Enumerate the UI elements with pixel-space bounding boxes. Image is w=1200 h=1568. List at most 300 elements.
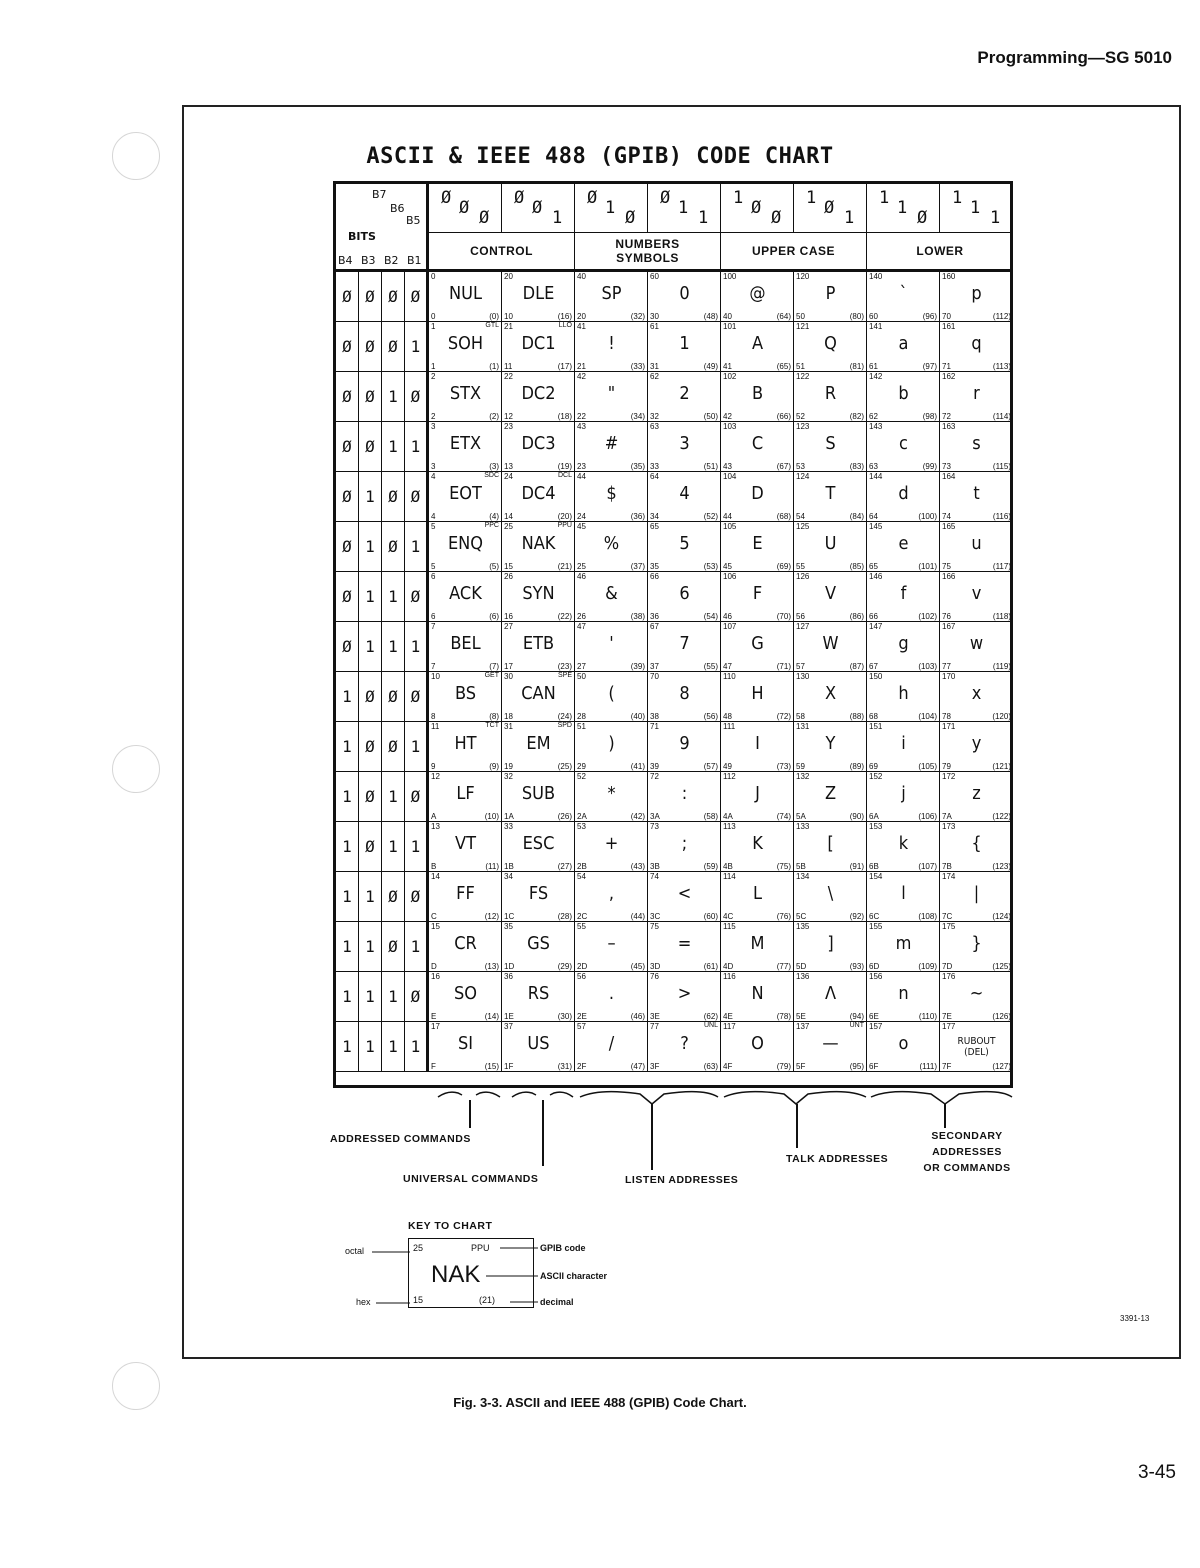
decimal-code: (58) [703, 812, 718, 821]
row-bit: Ø [382, 922, 405, 972]
hex-code: 43 [723, 462, 732, 471]
ascii-character: 5 [679, 533, 690, 554]
decimal-code: (21) [557, 562, 572, 571]
decimal-code: (55) [703, 662, 718, 671]
code-cell [940, 822, 1013, 872]
code-cell [794, 272, 867, 322]
column-group-label [867, 233, 1013, 272]
code-cell [721, 572, 794, 622]
ascii-character: ~ [969, 983, 984, 1004]
decimal-code: (64) [776, 312, 791, 321]
hex-code: 5F [796, 1062, 806, 1071]
code-cell [940, 472, 1013, 522]
octal-code: 17 [431, 1022, 440, 1031]
ascii-character: e [898, 533, 909, 554]
column-bit-b5: 1 [552, 208, 563, 228]
ascii-character: GS [527, 933, 550, 954]
row-bit: 1 [336, 922, 359, 972]
code-cell [794, 772, 867, 822]
bit-b5-label: B5 [406, 214, 421, 227]
row-bit: 1 [405, 622, 429, 672]
row-bit: 1 [405, 422, 429, 472]
gpib-code: SDC [484, 472, 499, 479]
row-bit: Ø [405, 372, 429, 422]
code-cell [867, 772, 940, 822]
ascii-character: I [755, 733, 760, 754]
decimal-code: (125) [992, 962, 1011, 971]
octal-code: 22 [504, 372, 513, 381]
ascii-character: H [751, 683, 764, 704]
decimal-code: (99) [922, 462, 937, 471]
hex-code: 4C [723, 912, 734, 921]
decimal-code: (109) [918, 962, 937, 971]
row-bit: 1 [382, 422, 405, 472]
row-bit: 1 [405, 722, 429, 772]
line-talk [796, 1104, 798, 1148]
hex-code: 64 [869, 512, 878, 521]
octal-code: 127 [796, 622, 810, 631]
ascii-character: a [898, 333, 909, 354]
decimal-code: (119) [992, 662, 1011, 671]
hex-code: 65 [869, 562, 878, 571]
octal-code: 54 [577, 872, 586, 881]
octal-code: 135 [796, 922, 810, 931]
decimal-code: (48) [703, 312, 718, 321]
octal-code: 70 [650, 672, 659, 681]
octal-code: 51 [577, 722, 586, 731]
decimal-code: (8) [489, 712, 499, 721]
code-cell [502, 372, 575, 422]
code-cell [794, 522, 867, 572]
code-cell [575, 872, 648, 922]
hex-code: 1F [504, 1062, 514, 1071]
decimal-code: (49) [703, 362, 718, 371]
octal-code: 32 [504, 772, 513, 781]
code-cell [721, 922, 794, 972]
key-ascii-char-label: ASCII character [540, 1271, 608, 1281]
key-char-value: NAK [431, 1261, 481, 1288]
code-cell [648, 822, 721, 872]
octal-code: 10 [431, 672, 440, 681]
code-cell [721, 722, 794, 772]
hex-code: B [431, 862, 437, 871]
ascii-character: W [822, 633, 839, 654]
octal-code: 16 [431, 972, 440, 981]
hex-code: 4A [723, 812, 733, 821]
ascii-character: 8 [679, 683, 690, 704]
octal-code: 103 [723, 422, 737, 431]
octal-code: 131 [796, 722, 810, 731]
code-cell [867, 922, 940, 972]
hex-code: 38 [650, 712, 659, 721]
hex-code: 1A [504, 812, 514, 821]
code-cell [940, 622, 1013, 672]
octal-code: 20 [504, 272, 513, 281]
decimal-code: (22) [557, 612, 572, 621]
column-group-text: CONTROL [470, 244, 533, 258]
ascii-character: ESC [522, 833, 555, 854]
code-cell [648, 572, 721, 622]
decimal-code: (23) [557, 662, 572, 671]
figure-caption: Fig. 3-3. ASCII and IEEE 488 (GPIB) Code Chart. [453, 1395, 747, 1410]
column-bits-header [429, 184, 502, 233]
octal-code: 161 [942, 322, 956, 331]
decimal-code: (118) [992, 612, 1011, 621]
octal-code: 36 [504, 972, 513, 981]
decimal-code: (74) [776, 812, 791, 821]
hex-code: 53 [796, 462, 805, 471]
decimal-code: (19) [557, 462, 572, 471]
ascii-character: DC3 [521, 433, 556, 454]
code-cell [867, 972, 940, 1022]
code-cell [940, 322, 1013, 372]
row-bit: Ø [359, 722, 382, 772]
decimal-code: (76) [776, 912, 791, 921]
row-bit: 1 [359, 572, 382, 622]
code-cell [429, 572, 502, 622]
decimal-code: (126) [992, 1012, 1011, 1021]
row-bit: Ø [359, 372, 382, 422]
ascii-character: * [607, 783, 616, 804]
code-cell [867, 472, 940, 522]
octal-code: 31 [504, 722, 513, 731]
decimal-code: (3) [489, 462, 499, 471]
hex-code: 77 [942, 662, 951, 671]
bit-b7-label: B7 [372, 188, 387, 201]
hex-code: 5A [796, 812, 806, 821]
decimal-code: (0) [489, 312, 499, 321]
column-bit-b7: Ø [441, 188, 452, 208]
hex-code: 28 [577, 712, 586, 721]
ascii-character: 2 [679, 383, 690, 404]
octal-code: 174 [942, 872, 956, 881]
ascii-character: p [971, 283, 982, 304]
code-cell [794, 372, 867, 422]
octal-code: 130 [796, 672, 810, 681]
code-cell [648, 422, 721, 472]
hex-code: 78 [942, 712, 951, 721]
decimal-code: (65) [776, 362, 791, 371]
row-bit: Ø [405, 972, 429, 1022]
hex-code: 4D [723, 962, 734, 971]
hex-code: 6 [431, 612, 436, 621]
decimal-code: (90) [849, 812, 864, 821]
column-bit-b7: Ø [514, 188, 525, 208]
hex-code: 71 [942, 362, 951, 371]
decimal-code: (94) [849, 1012, 864, 1021]
code-cell [575, 772, 648, 822]
code-cell [940, 272, 1013, 322]
row-bit: Ø [336, 372, 359, 422]
ascii-character: ' [609, 633, 614, 654]
hex-code: 79 [942, 762, 951, 771]
octal-code: 173 [942, 822, 956, 831]
code-cell [575, 422, 648, 472]
ascii-character: STX [449, 383, 482, 404]
code-cell [940, 672, 1013, 722]
ascii-character: > [677, 983, 692, 1004]
code-cell [502, 522, 575, 572]
page-header: Programming—SG 5010 [977, 48, 1172, 67]
ascii-character: DC4 [521, 483, 556, 504]
code-cell [794, 672, 867, 722]
ascii-character: EM [526, 733, 551, 754]
code-cell [648, 872, 721, 922]
octal-code: 25 [504, 522, 513, 531]
code-cell [940, 1022, 1013, 1072]
code-cell [429, 322, 502, 372]
octal-code: 14 [431, 872, 440, 881]
hex-code: 3C [650, 912, 661, 921]
ascii-character: + [604, 833, 619, 854]
octal-code: 177 [942, 1022, 956, 1031]
code-cell [502, 722, 575, 772]
decimal-code: (89) [849, 762, 864, 771]
decimal-code: (60) [703, 912, 718, 921]
octal-code: 167 [942, 622, 956, 631]
ascii-character: 7 [679, 633, 690, 654]
octal-code: 66 [650, 572, 659, 581]
column-group-text: LOWER [916, 244, 964, 258]
decimal-code: (50) [703, 412, 718, 421]
hex-code: 62 [869, 412, 878, 421]
octal-code: 40 [577, 272, 586, 281]
octal-code: 5 [431, 522, 436, 531]
column-bit-b6: Ø [532, 198, 543, 218]
ascii-character: | [973, 883, 980, 904]
ascii-character: — [822, 1033, 839, 1054]
octal-code: 143 [869, 422, 883, 431]
code-cell [502, 422, 575, 472]
hex-code: 5B [796, 862, 806, 871]
row-bit: 1 [359, 1022, 382, 1072]
secondary-addresses-label: SECONDARY ADDRESSES OR COMMANDS [923, 1130, 1011, 1174]
octal-code: 30 [504, 672, 513, 681]
ascii-character: u [971, 533, 982, 554]
decimal-code: (56) [703, 712, 718, 721]
row-bit: Ø [382, 472, 405, 522]
row-bit: 1 [382, 772, 405, 822]
ascii-character: ) [608, 733, 615, 754]
ascii-character: ACK [449, 583, 482, 604]
universal-commands-label: UNIVERSAL COMMANDS [403, 1173, 539, 1185]
hex-code: 33 [650, 462, 659, 471]
hex-code: 58 [796, 712, 805, 721]
hex-code: 15 [504, 562, 513, 571]
octal-code: 37 [504, 1022, 513, 1031]
code-cell [648, 722, 721, 772]
octal-code: 60 [650, 272, 659, 281]
key-gpib-value: PPU [471, 1243, 490, 1253]
ascii-character: j [901, 783, 906, 804]
ascii-character: d [898, 483, 909, 504]
key-dec-value: (21) [479, 1295, 496, 1305]
octal-code: 134 [796, 872, 810, 881]
key-title: KEY TO CHART [408, 1220, 493, 1232]
code-cell [940, 972, 1013, 1022]
ascii-character: o [898, 1033, 909, 1054]
ascii-character: SP [601, 283, 622, 304]
decimal-code: (124) [992, 912, 1011, 921]
hex-code: 4 [431, 512, 436, 521]
column-bits-header [648, 184, 721, 233]
hex-code: 2D [577, 962, 588, 971]
octal-code: 72 [650, 772, 659, 781]
code-cell [575, 722, 648, 772]
column-bits-header [794, 184, 867, 233]
octal-code: 73 [650, 822, 659, 831]
row-bit: Ø [382, 272, 405, 322]
hex-code: 31 [650, 362, 659, 371]
code-cell [794, 1022, 867, 1072]
hex-code: C [431, 912, 437, 921]
ascii-character: J [755, 783, 760, 804]
octal-code: 172 [942, 772, 956, 781]
decimal-code: (115) [992, 462, 1011, 471]
row-bit: 1 [336, 822, 359, 872]
code-cell [940, 372, 1013, 422]
gpib-code: PPU [557, 522, 572, 529]
column-bit-b6: Ø [751, 198, 762, 218]
decimal-code: (110) [918, 1012, 937, 1021]
column-group-text: UPPER CASE [751, 244, 836, 258]
decimal-code: (20) [557, 512, 572, 521]
decimal-code: (114) [992, 412, 1011, 421]
ascii-character: 3 [679, 433, 690, 454]
decimal-code: (83) [849, 462, 864, 471]
ascii-character: US [527, 1033, 550, 1054]
chart-title: ASCII & IEEE 488 (GPIB) CODE CHART [366, 144, 834, 169]
hex-code: 19 [504, 762, 513, 771]
ascii-character: \ [827, 883, 834, 904]
code-cell [502, 322, 575, 372]
code-cell [648, 322, 721, 372]
hex-code: 37 [650, 662, 659, 671]
octal-code: 63 [650, 422, 659, 431]
hex-code: 12 [504, 412, 513, 421]
octal-code: 65 [650, 522, 659, 531]
bits-header [336, 184, 429, 272]
hex-code: 39 [650, 762, 659, 771]
decimal-code: (92) [849, 912, 864, 921]
line-listen [651, 1104, 653, 1170]
ascii-character: RUBOUT (DEL) [957, 1036, 996, 1058]
ascii-character: N [751, 983, 764, 1004]
code-cell [648, 1022, 721, 1072]
code-cell [721, 622, 794, 672]
octal-code: 61 [650, 322, 659, 331]
row-bit: Ø [336, 522, 359, 572]
ascii-character: Y [825, 733, 836, 754]
decimal-code: (9) [489, 762, 499, 771]
code-cell [940, 772, 1013, 822]
ascii-character: t [973, 483, 980, 504]
decimal-code: (87) [849, 662, 864, 671]
decimal-code: (46) [630, 1012, 645, 1021]
hex-code: 69 [869, 762, 878, 771]
ascii-character: RS [527, 983, 550, 1004]
octal-code: 43 [577, 422, 586, 431]
octal-code: 3 [431, 422, 436, 431]
hex-code: 34 [650, 512, 659, 521]
bits-label: BITS [348, 230, 376, 243]
code-cell [794, 872, 867, 922]
octal-code: 145 [869, 522, 883, 531]
octal-code: 33 [504, 822, 513, 831]
line-addressed [469, 1100, 471, 1128]
hex-code: 63 [869, 462, 878, 471]
row-bit: 1 [336, 972, 359, 1022]
hex-code: 44 [723, 512, 732, 521]
code-cell [575, 522, 648, 572]
ascii-character: : [681, 783, 688, 804]
decimal-code: (79) [776, 1062, 791, 1071]
octal-code: 166 [942, 572, 956, 581]
column-bit-b7: 1 [952, 188, 963, 208]
column-bits-header [721, 184, 794, 233]
row-bit: 1 [336, 722, 359, 772]
bit-b1-label: B1 [407, 254, 422, 267]
decimal-code: (101) [918, 562, 937, 571]
decimal-code: (33) [630, 362, 645, 371]
column-bit-b6: Ø [459, 198, 470, 218]
hex-code: 2 [431, 412, 436, 421]
hex-code: 51 [796, 362, 805, 371]
code-cell [794, 922, 867, 972]
hex-code: 52 [796, 412, 805, 421]
decimal-code: (67) [776, 462, 791, 471]
octal-code: 120 [796, 272, 810, 281]
decimal-code: (24) [557, 712, 572, 721]
column-bits-header [867, 184, 940, 233]
octal-code: 126 [796, 572, 810, 581]
row-bit: Ø [405, 672, 429, 722]
ascii-character: NAK [521, 533, 556, 554]
decimal-code: (35) [630, 462, 645, 471]
hex-code: 48 [723, 712, 732, 721]
row-bit: Ø [336, 272, 359, 322]
hex-code: 6F [869, 1062, 879, 1071]
column-bit-b5: 1 [698, 208, 709, 228]
ascii-character: R [824, 383, 837, 404]
decimal-code: (72) [776, 712, 791, 721]
octal-code: 71 [650, 722, 659, 731]
octal-code: 144 [869, 472, 883, 481]
code-cell [648, 772, 721, 822]
decimal-code: (73) [776, 762, 791, 771]
ascii-character: @ [749, 283, 766, 304]
octal-code: 170 [942, 672, 956, 681]
ascii-character: } [971, 933, 982, 954]
octal-code: 77 [650, 1022, 659, 1031]
column-bit-b5: Ø [625, 208, 636, 228]
hex-code: 7D [942, 962, 953, 971]
ascii-character: G [751, 633, 764, 654]
key-octal-value: 25 [413, 1243, 424, 1253]
row-bit: 1 [382, 972, 405, 1022]
decimal-code: (38) [630, 612, 645, 621]
hex-code: 5C [796, 912, 807, 921]
key-gpib-code-label: GPIB code [540, 1243, 586, 1253]
ascii-character: 0 [679, 283, 690, 304]
code-cell [502, 272, 575, 322]
code-cell [648, 972, 721, 1022]
row-bit: 1 [405, 322, 429, 372]
decimal-code: (43) [630, 862, 645, 871]
code-cell [429, 772, 502, 822]
decimal-code: (59) [703, 862, 718, 871]
ascii-character: m [895, 933, 912, 954]
